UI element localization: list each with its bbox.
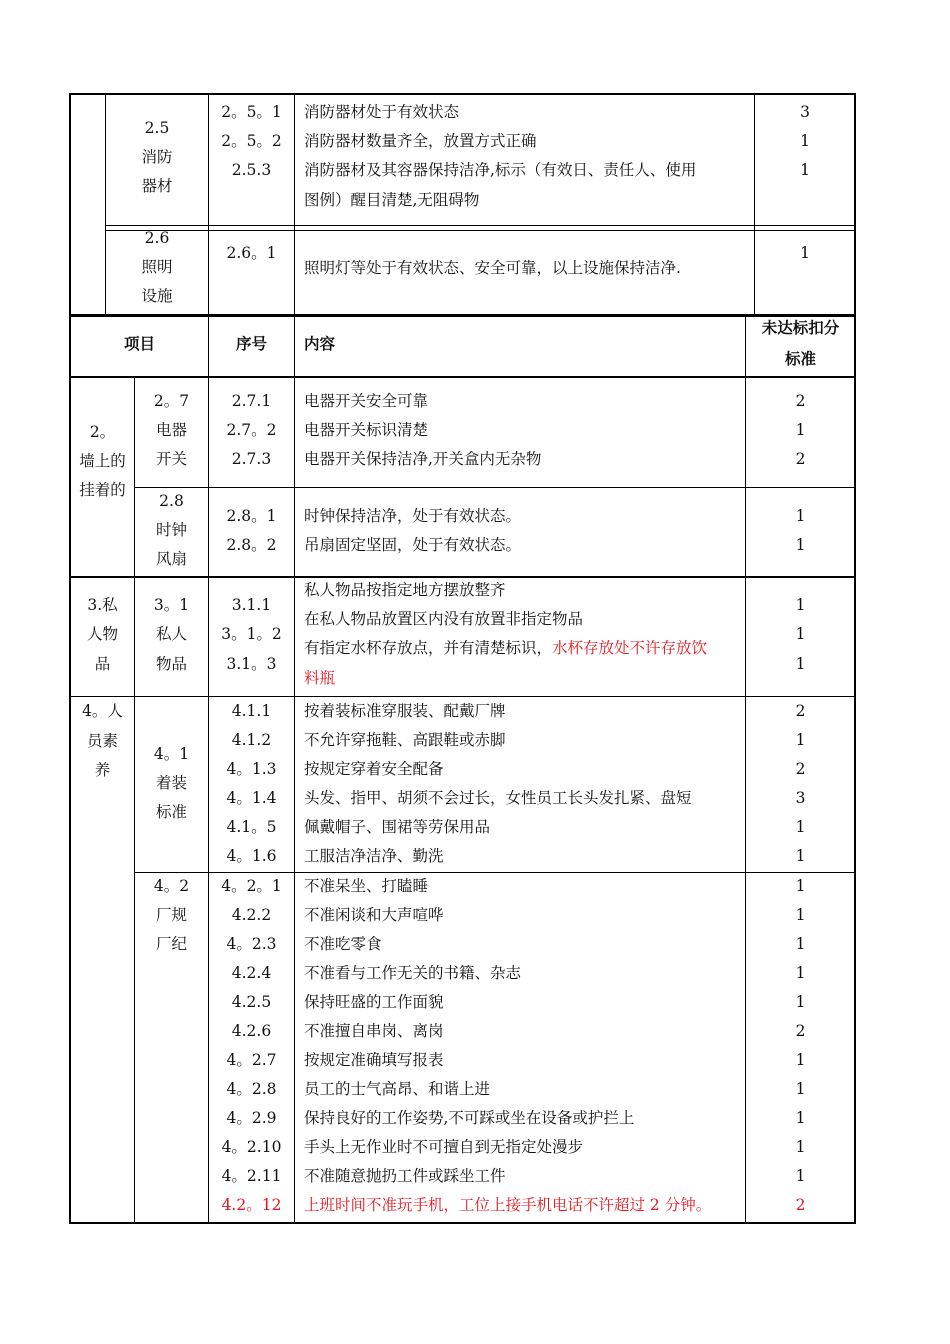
content-cell: 佩戴帽子、围裙等劳保用品 [304,818,491,836]
project-label: 人物 [86,625,118,643]
content-cell [304,634,707,663]
content-cell: 在私人物品放置区内没有放置非指定物品 [304,610,584,628]
content-cell: 不准看与工作无关的书籍、杂志 [304,964,522,982]
subcat-label: 4。2 [153,877,190,895]
score-cell: 1 [800,161,810,179]
score-cell: 1 [795,993,806,1011]
content-cell: 时钟保持洁净，处于有效状态。 [304,507,522,525]
project-label: 养 [94,761,111,779]
subcat-label: 照明 [141,258,173,276]
score-cell: 2 [795,760,806,778]
seq-cell: 3.1.1 [231,596,272,614]
subcat-label: 时钟 [155,521,187,539]
header-content: 内容 [304,335,336,353]
seq-cell: 2.8。1 [226,507,277,525]
seq-cell: 3.1。3 [226,655,277,673]
content-cell: 按着装标准穿服装、配戴厂牌 [304,702,506,720]
content-cell: 电器开关保持洁净,开关盒内无杂物 [304,450,542,468]
score-cell: 2 [795,702,806,720]
project-label: 2。 [89,423,116,441]
seq-cell: 4。2。1 [221,877,282,895]
content-cell: 不准随意抛扔工件或踩坐工件 [304,1167,506,1185]
score-cell: 1 [795,1109,806,1127]
subcat-label: 设施 [141,287,173,305]
content-cell: 工服洁净洁净、勤洗 [304,847,444,865]
subcat-label: 2.5 [144,119,170,137]
content-cell: 吊扇固定坚固，处于有效状态。 [304,536,522,554]
subcat-label: 标准 [155,803,187,821]
score-cell: 1 [795,1080,806,1098]
seq-cell: 4。1.4 [226,789,277,807]
content-red-text: 料瓶 [304,669,336,687]
score-cell: 3 [795,789,806,807]
score-cell: 2 [795,392,806,410]
seq-cell: 2.7.1 [231,392,272,410]
content-cell: 按规定准确填写报表 [304,1051,444,1069]
subcat-label: 2.6 [144,229,170,247]
seq-cell: 3。1。2 [221,625,282,643]
content-cell: 消防器材数量齐全，放置方式正确 [304,132,537,150]
project-label: 品 [94,655,111,673]
seq-cell: 4。2.9 [226,1109,277,1127]
subcat-label: 物品 [155,655,187,673]
project-label: 挂着的 [79,481,126,499]
divider [70,376,855,378]
subcat-label: 2。7 [153,392,190,410]
seq-cell: 4.2.5 [231,993,272,1011]
content-cell: 私人物品按指定地方摆放整齐 [304,581,506,599]
seq-cell: 4.2.4 [231,964,272,982]
score-cell: 1 [800,244,810,262]
score-cell: 2 [795,1022,806,1040]
score-cell: 1 [795,906,806,924]
seq-cell: 2。5。1 [221,103,282,121]
seq-cell: 4。2.7 [226,1051,277,1069]
project-label: 4。人 [82,702,123,720]
score-cell: 1 [795,536,806,554]
score-cell: 1 [795,1051,806,1069]
header-deduct: 未达标扣分 [761,319,840,337]
divider [294,316,295,1223]
seq-cell: 4.1.1 [231,702,272,720]
content-text: 有指定水杯存放点，并有清楚标识， [304,639,553,657]
score-cell: 1 [795,935,806,953]
seq-cell: 2.8。2 [226,536,277,554]
seq-cell: 2.6。1 [226,244,277,262]
seq-cell: 4.2.2 [231,906,272,924]
subcat-label: 电器 [155,421,187,439]
subcat-label: 厂纪 [155,935,187,953]
divider [134,487,855,488]
score-cell: 2 [795,450,806,468]
score-cell: 1 [795,964,806,982]
seq-cell: 4.1。5 [226,818,277,836]
subcat-label: 3。1 [153,596,190,614]
subcat-label: 器材 [141,177,173,195]
subcat-label: 厂规 [155,906,187,924]
seq-cell: 4.1.2 [231,731,272,749]
content-cell: 消防器材及其容器保持洁净,标示（有效日、责任人、使用 [304,161,697,179]
seq-cell: 4。2.8 [226,1080,277,1098]
divider [105,225,855,226]
content-cell: 按规定穿着安全配备 [304,760,444,778]
score-cell: 3 [800,103,810,121]
divider [105,230,855,231]
score-cell: 1 [800,132,810,150]
score-cell: 1 [795,877,806,895]
subcat-label: 4。1 [153,745,190,763]
seq-cell: 4。2.3 [226,935,277,953]
content-cell: 员工的士气高昂、和谐上进 [304,1080,491,1098]
content-cell: 不准擅自串岗、离岗 [304,1022,444,1040]
seq-cell: 4。1.3 [226,760,277,778]
subcat-label: 风扇 [155,550,187,568]
content-cell: 手头上无作业时不可擅自到无指定处漫步 [304,1138,584,1156]
content-cell: 照明灯等处于有效状态、安全可靠，以上设施保持洁净. [304,259,681,277]
project-label: 3.私 [87,596,118,614]
content-cell: 不允许穿拖鞋、高跟鞋或赤脚 [304,731,506,749]
divider [294,94,295,315]
content-cell: 头发、指甲、胡须不会过长，女性员工长头发扎紧、盘短 [304,789,692,807]
score-cell: 1 [795,1167,806,1185]
seq-cell: 2.7.3 [231,450,272,468]
score-cell: 1 [795,731,806,749]
header-seq: 序号 [235,335,267,353]
content-cell: 消防器材处于有效状态 [304,103,460,121]
content-cell: 保持旺盛的工作面貌 [304,993,444,1011]
seq-cell: 4.2.6 [231,1022,272,1040]
score-cell: 1 [795,596,806,614]
content-cell: 上班时间不准玩手机，工位上接手机电话不许超过 2 分钟。 [304,1196,712,1214]
seq-cell: 4。2.11 [221,1167,282,1185]
score-cell: 1 [795,818,806,836]
seq-cell: 4。1.6 [226,847,277,865]
content-cell: 图例）醒目清楚,无阻碍物 [304,191,480,209]
seq-cell: 4。2.10 [221,1138,282,1156]
content-cell: 保持良好的工作姿势,不可踩或坐在设备或护拦上 [304,1109,635,1127]
score-cell: 1 [795,421,806,439]
header-deduct: 标准 [784,350,816,368]
subcat-label: 开关 [155,450,187,468]
content-cell: 不准闲谈和大声喧哗 [304,906,444,924]
subcat-label: 私人 [155,625,187,643]
seq-cell: 2。5。2 [221,132,282,150]
content-cell: 不准吃零食 [304,935,382,953]
seq-cell: 2.7。2 [226,421,277,439]
subcat-label: 消防 [141,148,173,166]
score-cell: 1 [795,507,806,525]
subcat-label: 2.8 [159,492,184,510]
content-cell: 电器开关标识清楚 [304,421,429,439]
score-cell: 2 [795,1196,806,1214]
score-cell: 1 [795,655,806,673]
score-cell: 1 [795,847,806,865]
project-label: 员素 [86,732,118,750]
subcat-label: 着装 [155,774,187,792]
content-red-text: 水杯存放处不许存放饮 [552,639,708,657]
content-cell: 不准呆坐、打瞌睡 [304,877,429,895]
project-label: 墙上的 [79,452,126,470]
score-cell: 1 [795,1138,806,1156]
score-cell: 1 [795,625,806,643]
header-project: 项目 [123,335,155,353]
seq-cell: 2.5.3 [231,161,272,179]
content-cell: 电器开关安全可靠 [304,392,429,410]
seq-cell: 4.2。12 [221,1196,282,1214]
